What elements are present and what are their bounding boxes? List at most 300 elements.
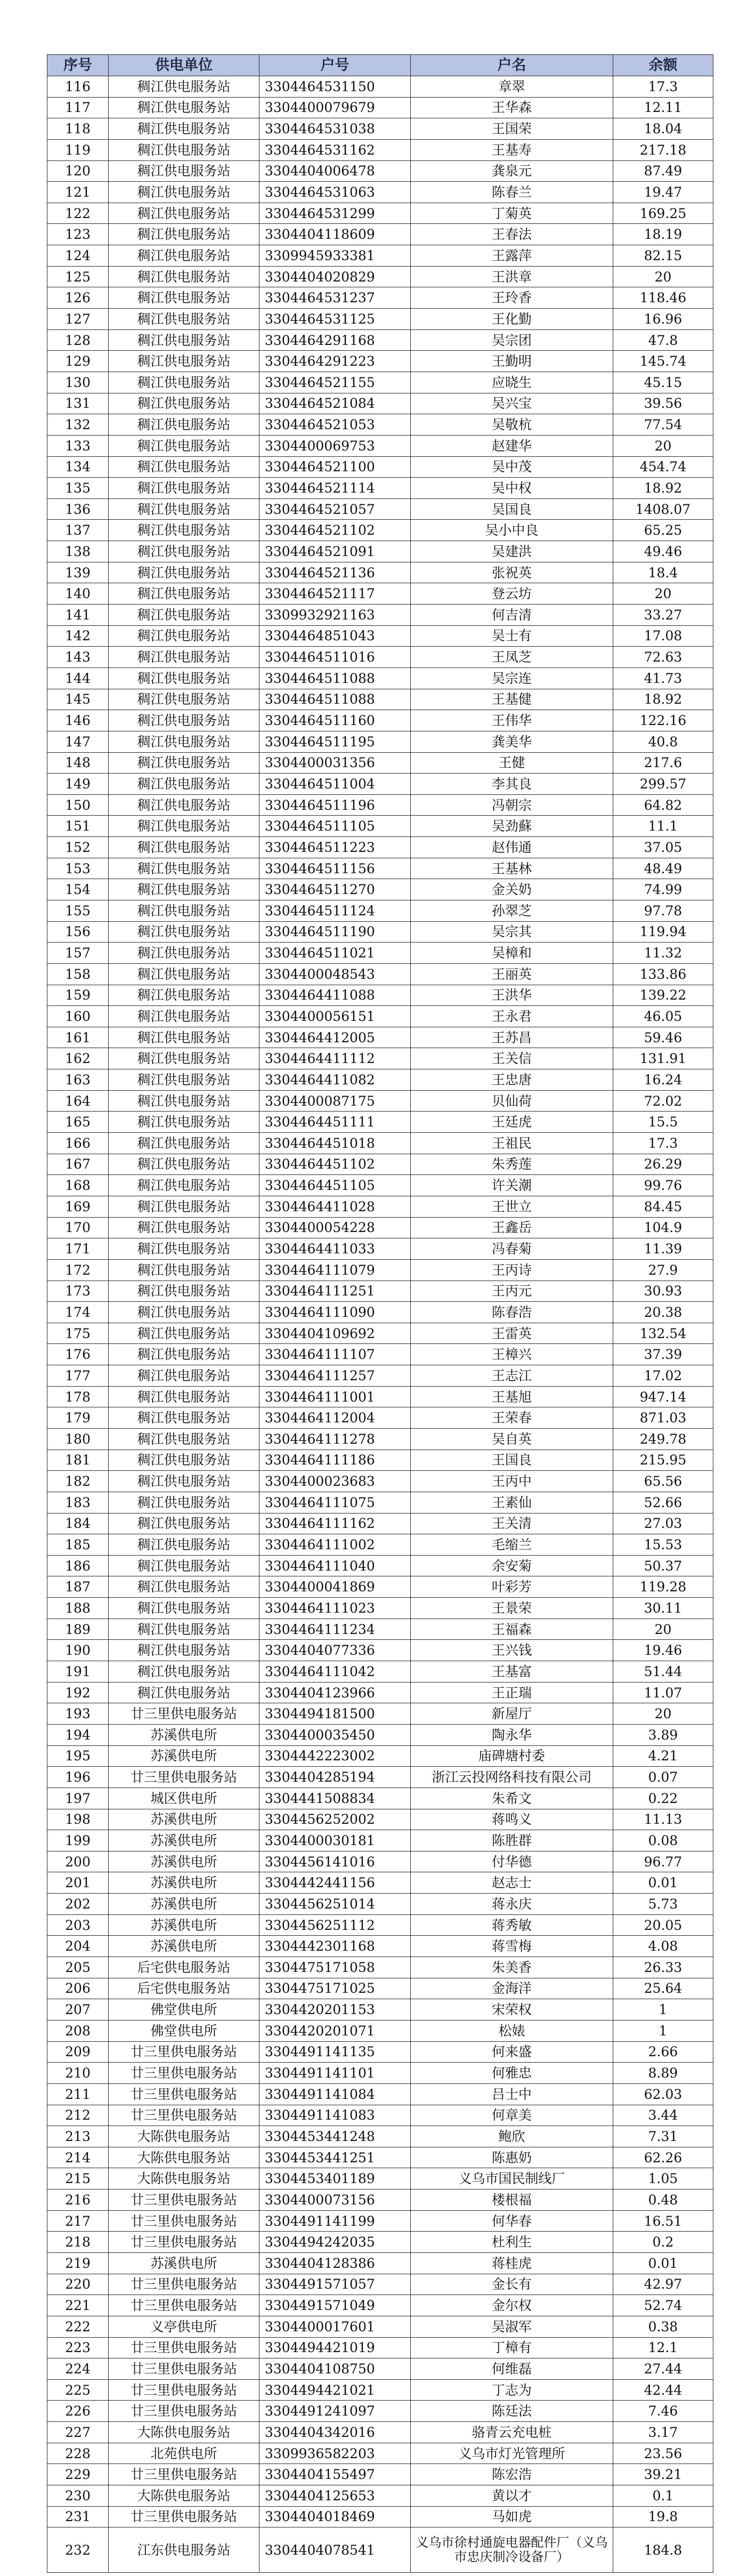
seq-cell: 122 [47, 203, 109, 224]
table-row [47, 1429, 713, 1450]
table-row [47, 76, 713, 98]
table-row [47, 1745, 713, 1767]
seq-cell: 164 [47, 1090, 109, 1112]
seq-cell: 210 [47, 2063, 109, 2084]
seq-cell: 119 [47, 139, 109, 160]
table-row [47, 1682, 713, 1703]
account-cell: 3304400030181 [259, 1830, 411, 1851]
name-cell: 毛缩兰 [411, 1534, 613, 1556]
unit-cell: 稠江供电服务站 [109, 1175, 259, 1196]
balance-cell: 119.28 [613, 1576, 713, 1598]
name-cell: 吴敬杭 [411, 414, 613, 436]
name-cell: 王洪章 [411, 266, 613, 287]
account-cell: 3304404078541 [259, 2527, 411, 2573]
balance-cell: 84.45 [613, 1196, 713, 1217]
account-cell: 3304464521084 [259, 393, 411, 414]
account-cell: 3304464111079 [259, 1259, 411, 1281]
name-cell: 朱秀莲 [411, 1154, 613, 1175]
table-row [47, 1830, 713, 1851]
balance-cell: 26.29 [613, 1154, 713, 1175]
name-cell: 陈廷法 [411, 2401, 613, 2422]
table-row [47, 2464, 713, 2485]
table-row [47, 97, 713, 118]
name-cell: 鲍欣 [411, 2126, 613, 2147]
unit-cell: 稠江供电服务站 [109, 309, 259, 330]
balance-cell: 42.97 [613, 2274, 713, 2295]
balance-cell: 72.63 [613, 647, 713, 668]
seq-cell: 169 [47, 1196, 109, 1217]
unit-cell: 苏溪供电所 [109, 1872, 259, 1894]
name-cell: 王春法 [411, 224, 613, 245]
balance-cell: 122.16 [613, 710, 713, 731]
seq-cell: 209 [47, 2041, 109, 2063]
account-cell: 3304464111023 [259, 1598, 411, 1619]
unit-cell: 稠江供电服务站 [109, 1429, 259, 1450]
name-cell: 赵建华 [411, 435, 613, 456]
account-cell: 3304464111042 [259, 1661, 411, 1683]
name-cell: 蒋永庆 [411, 1894, 613, 1915]
account-cell: 3304404006478 [259, 160, 411, 182]
seq-cell: 166 [47, 1133, 109, 1154]
seq-cell: 147 [47, 731, 109, 752]
account-cell: 3304456251112 [259, 1914, 411, 1936]
account-cell: 3304464531063 [259, 182, 411, 203]
account-cell: 3304464521053 [259, 414, 411, 436]
unit-cell: 苏溪供电所 [109, 2252, 259, 2274]
table-row [47, 837, 713, 858]
balance-cell: 299.57 [613, 774, 713, 795]
balance-cell: 27.03 [613, 1513, 713, 1534]
account-cell: 3304404123966 [259, 1682, 411, 1703]
table-row [47, 372, 713, 393]
balance-cell: 27.44 [613, 2358, 713, 2380]
balance-cell: 18.92 [613, 478, 713, 499]
seq-cell: 151 [47, 816, 109, 837]
unit-cell: 稠江供电服务站 [109, 963, 259, 985]
name-cell: 章翠 [411, 76, 613, 98]
account-cell: 3304464511105 [259, 816, 411, 837]
seq-cell: 206 [47, 1978, 109, 1999]
balance-cell: 0.01 [613, 2252, 713, 2274]
seq-cell: 185 [47, 1534, 109, 1556]
balance-cell: 16.96 [613, 309, 713, 330]
seq-cell: 180 [47, 1429, 109, 1450]
table-row [47, 2274, 713, 2295]
unit-cell: 廿三里供电服务站 [109, 1703, 259, 1725]
seq-cell: 184 [47, 1513, 109, 1534]
table-row [47, 2168, 713, 2189]
seq-cell: 203 [47, 1914, 109, 1936]
seq-cell: 220 [47, 2274, 109, 2295]
balance-cell: 59.46 [613, 1027, 713, 1048]
balance-cell: 184.8 [613, 2527, 713, 2573]
seq-cell: 130 [47, 372, 109, 393]
table-row [47, 2401, 713, 2422]
account-cell: 3309932921163 [259, 605, 411, 626]
account-cell: 3304404128386 [259, 2252, 411, 2274]
account-cell: 3304464521102 [259, 520, 411, 541]
seq-cell: 231 [47, 2506, 109, 2527]
table-row [47, 774, 713, 795]
balance-cell: 18.4 [613, 562, 713, 583]
account-cell: 3304400031356 [259, 752, 411, 774]
name-cell: 吴自英 [411, 1429, 613, 1450]
unit-cell: 廿三里供电服务站 [109, 2105, 259, 2126]
balance-cell: 11.07 [613, 1682, 713, 1703]
balance-cell: 18.19 [613, 224, 713, 245]
balance-table [47, 54, 713, 2573]
name-cell: 王勤明 [411, 351, 613, 372]
unit-cell: 稠江供电服务站 [109, 1090, 259, 1112]
unit-cell: 稠江供电服务站 [109, 478, 259, 499]
unit-cell: 稠江供电服务站 [109, 520, 259, 541]
table-row [47, 921, 713, 943]
seq-cell: 232 [47, 2527, 109, 2573]
balance-cell: 74.99 [613, 879, 713, 900]
name-cell: 赵伟通 [411, 837, 613, 858]
balance-cell: 0.08 [613, 1830, 713, 1851]
account-cell: 3304453441248 [259, 2126, 411, 2147]
name-cell: 王荣春 [411, 1407, 613, 1429]
account-cell: 3304442223002 [259, 1745, 411, 1767]
unit-cell: 江东供电服务站 [109, 2527, 259, 2573]
seq-cell: 172 [47, 1259, 109, 1281]
seq-cell: 158 [47, 963, 109, 985]
unit-cell: 稠江供电服务站 [109, 1365, 259, 1387]
name-cell: 王伟华 [411, 710, 613, 731]
account-cell: 3304464111278 [259, 1429, 411, 1450]
table-row [47, 1640, 713, 1661]
seq-cell: 117 [47, 97, 109, 118]
account-cell: 3304441508834 [259, 1788, 411, 1809]
balance-cell: 19.8 [613, 2506, 713, 2527]
table-row [47, 1365, 713, 1387]
account-cell: 3304491571057 [259, 2274, 411, 2295]
balance-cell: 871.03 [613, 1407, 713, 1429]
table-row [47, 2337, 713, 2358]
balance-cell: 4.08 [613, 1936, 713, 1957]
table-row [47, 1006, 713, 1027]
seq-cell: 216 [47, 2189, 109, 2211]
balance-cell: 18.92 [613, 689, 713, 710]
account-cell: 3304464511223 [259, 837, 411, 858]
unit-cell: 稠江供电服务站 [109, 1238, 259, 1260]
seq-cell: 182 [47, 1471, 109, 1492]
table-row [47, 2147, 713, 2168]
seq-cell: 202 [47, 1894, 109, 1915]
table-row [47, 1175, 713, 1196]
table-row [47, 1914, 713, 1936]
unit-cell: 稠江供电服务站 [109, 1048, 259, 1069]
table-row [47, 879, 713, 900]
table-row [47, 224, 713, 245]
unit-cell: 稠江供电服务站 [109, 900, 259, 921]
seq-cell: 165 [47, 1112, 109, 1133]
balance-cell: 47.8 [613, 329, 713, 351]
unit-cell: 廿三里供电服务站 [109, 1767, 259, 1788]
name-cell: 李其良 [411, 774, 613, 795]
account-cell: 3304464521114 [259, 478, 411, 499]
balance-cell: 87.49 [613, 160, 713, 182]
balance-cell: 1408.07 [613, 498, 713, 520]
table-row [47, 435, 713, 456]
account-cell: 3304400017601 [259, 2316, 411, 2337]
seq-cell: 156 [47, 921, 109, 943]
balance-cell: 52.74 [613, 2295, 713, 2316]
balance-cell: 131.91 [613, 1048, 713, 1069]
unit-cell: 稠江供电服务站 [109, 435, 259, 456]
table-row [47, 2189, 713, 2211]
seq-cell: 126 [47, 287, 109, 309]
seq-cell: 201 [47, 1872, 109, 1894]
name-cell: 王福森 [411, 1619, 613, 1640]
table-row [47, 731, 713, 752]
account-cell: 3304464521136 [259, 562, 411, 583]
name-cell: 王凤芝 [411, 647, 613, 668]
unit-cell: 稠江供电服务站 [109, 985, 259, 1006]
table-row [47, 667, 713, 689]
account-cell: 3304464521100 [259, 456, 411, 478]
balance-cell: 1 [613, 2020, 713, 2041]
seq-cell: 190 [47, 1640, 109, 1661]
name-cell: 丁菊英 [411, 203, 613, 224]
account-cell: 3304404018469 [259, 2506, 411, 2527]
table-row [47, 1703, 713, 1725]
name-cell: 蒋桂虎 [411, 2252, 613, 2274]
account-cell: 3304491571049 [259, 2295, 411, 2316]
table-row [47, 1936, 713, 1957]
seq-cell: 183 [47, 1492, 109, 1513]
table-row [47, 329, 713, 351]
seq-cell: 173 [47, 1281, 109, 1302]
table-row [47, 1450, 713, 1471]
account-cell: 3304464451105 [259, 1175, 411, 1196]
name-cell: 王忠唐 [411, 1069, 613, 1091]
seq-cell: 136 [47, 498, 109, 520]
balance-cell: 65.25 [613, 520, 713, 541]
name-cell: 王国荣 [411, 118, 613, 140]
table-row [47, 2316, 713, 2337]
table-row [47, 1555, 713, 1576]
account-cell: 3304464521117 [259, 583, 411, 605]
unit-cell: 大陈供电服务站 [109, 2168, 259, 2189]
header-unit: 供电单位 [109, 55, 259, 76]
table-row [47, 1217, 713, 1238]
unit-cell: 稠江供电服务站 [109, 1619, 259, 1640]
seq-cell: 155 [47, 900, 109, 921]
account-cell: 3304491141083 [259, 2105, 411, 2126]
name-cell: 何章美 [411, 2105, 613, 2126]
name-cell: 蒋秀敏 [411, 1914, 613, 1936]
header-balance: 余额 [613, 55, 713, 76]
account-cell: 3304464531038 [259, 118, 411, 140]
name-cell: 吴中权 [411, 478, 613, 499]
unit-cell: 苏溪供电所 [109, 1914, 259, 1936]
unit-cell: 稠江供电服务站 [109, 414, 259, 436]
unit-cell: 稠江供电服务站 [109, 710, 259, 731]
account-cell: 3304464521091 [259, 541, 411, 562]
name-cell: 吴中茂 [411, 456, 613, 478]
name-cell: 冯春菊 [411, 1238, 613, 1260]
balance-cell: 947.14 [613, 1386, 713, 1407]
name-cell: 吴兴宝 [411, 393, 613, 414]
table-row [47, 1851, 713, 1872]
account-cell: 3304464111002 [259, 1534, 411, 1556]
table-row [47, 498, 713, 520]
balance-cell: 1.05 [613, 2168, 713, 2189]
name-cell: 丁樟有 [411, 2337, 613, 2358]
table-row [47, 1999, 713, 2020]
account-cell: 3304464111107 [259, 1344, 411, 1365]
balance-cell: 72.02 [613, 1090, 713, 1112]
unit-cell: 大陈供电服务站 [109, 2422, 259, 2443]
seq-cell: 170 [47, 1217, 109, 1238]
name-cell: 吴劲蘇 [411, 816, 613, 837]
table-row [47, 1809, 713, 1830]
unit-cell: 义亭供电所 [109, 2316, 259, 2337]
unit-cell: 稠江供电服务站 [109, 139, 259, 160]
name-cell: 何吉清 [411, 605, 613, 626]
table-row [47, 414, 713, 436]
unit-cell: 稠江供电服务站 [109, 1492, 259, 1513]
balance-cell: 217.6 [613, 752, 713, 774]
table-row [47, 1133, 713, 1154]
account-cell: 3304464511190 [259, 921, 411, 943]
unit-cell: 稠江供电服务站 [109, 1027, 259, 1048]
account-cell: 3304464511004 [259, 774, 411, 795]
unit-cell: 稠江供电服务站 [109, 1386, 259, 1407]
balance-cell: 3.44 [613, 2105, 713, 2126]
balance-cell: 20 [613, 1703, 713, 1725]
table-row [47, 2020, 713, 2041]
name-cell: 金海洋 [411, 1978, 613, 1999]
name-cell: 龚泉元 [411, 160, 613, 182]
account-cell: 3304464511160 [259, 710, 411, 731]
balance-cell: 27.9 [613, 1259, 713, 1281]
name-cell: 义乌市灯光管理所 [411, 2443, 613, 2464]
seq-cell: 178 [47, 1386, 109, 1407]
balance-cell: 97.78 [613, 900, 713, 921]
name-cell: 贝仙荷 [411, 1090, 613, 1112]
seq-cell: 171 [47, 1238, 109, 1260]
seq-cell: 207 [47, 1999, 109, 2020]
name-cell: 义乌市徐村通旋电器配件厂（义乌市忠庆制冷设备厂） [411, 2527, 613, 2573]
seq-cell: 230 [47, 2485, 109, 2507]
table-row [47, 1069, 713, 1091]
table-row [47, 1196, 713, 1217]
unit-cell: 廿三里供电服务站 [109, 2210, 259, 2232]
table-row [47, 963, 713, 985]
balance-cell: 30.93 [613, 1281, 713, 1302]
name-cell: 王祖民 [411, 1133, 613, 1154]
name-cell: 王基林 [411, 858, 613, 879]
seq-cell: 176 [47, 1344, 109, 1365]
table-row [47, 520, 713, 541]
balance-cell: 3.17 [613, 2422, 713, 2443]
account-cell: 3304464111075 [259, 1492, 411, 1513]
unit-cell: 城区供电所 [109, 1788, 259, 1809]
unit-cell: 苏溪供电所 [109, 1745, 259, 1767]
seq-cell: 127 [47, 309, 109, 330]
unit-cell: 稠江供电服务站 [109, 541, 259, 562]
name-cell: 浙江云投网络科技有限公司 [411, 1767, 613, 1788]
seq-cell: 160 [47, 1006, 109, 1027]
account-cell: 3304464291168 [259, 329, 411, 351]
balance-cell: 20.05 [613, 1914, 713, 1936]
name-cell: 何华春 [411, 2210, 613, 2232]
name-cell: 王世立 [411, 1196, 613, 1217]
unit-cell: 稠江供电服务站 [109, 605, 259, 626]
balance-cell: 25.64 [613, 1978, 713, 1999]
unit-cell: 稠江供电服务站 [109, 1196, 259, 1217]
table-row [47, 2295, 713, 2316]
account-cell: 3304453401189 [259, 2168, 411, 2189]
seq-cell: 212 [47, 2105, 109, 2126]
unit-cell: 稠江供电服务站 [109, 1217, 259, 1238]
table-row [47, 689, 713, 710]
table-row [47, 1154, 713, 1175]
table-row [47, 2041, 713, 2063]
balance-cell: 145.74 [613, 351, 713, 372]
balance-cell: 12.11 [613, 97, 713, 118]
table-row [47, 752, 713, 774]
balance-cell: 15.5 [613, 1112, 713, 1133]
account-cell: 3304464531299 [259, 203, 411, 224]
seq-cell: 192 [47, 1682, 109, 1703]
table-row [47, 351, 713, 372]
seq-cell: 121 [47, 182, 109, 203]
table-row [47, 203, 713, 224]
table-row [47, 1788, 713, 1809]
account-cell: 3304491141101 [259, 2063, 411, 2084]
unit-cell: 稠江供电服务站 [109, 943, 259, 964]
seq-cell: 145 [47, 689, 109, 710]
balance-cell: 0.07 [613, 1767, 713, 1788]
balance-cell: 40.8 [613, 731, 713, 752]
name-cell: 陈宏浩 [411, 2464, 613, 2485]
seq-cell: 144 [47, 667, 109, 689]
seq-cell: 222 [47, 2316, 109, 2337]
balance-cell: 82.15 [613, 245, 713, 267]
balance-cell: 30.11 [613, 1598, 713, 1619]
balance-cell: 52.66 [613, 1492, 713, 1513]
unit-cell: 稠江供电服务站 [109, 1640, 259, 1661]
unit-cell: 稠江供电服务站 [109, 1112, 259, 1133]
name-cell: 王华森 [411, 97, 613, 118]
unit-cell: 廿三里供电服务站 [109, 2358, 259, 2380]
table-row [47, 2527, 713, 2573]
unit-cell: 稠江供电服务站 [109, 372, 259, 393]
name-cell: 宋荣权 [411, 1999, 613, 2020]
account-cell: 3304400087175 [259, 1090, 411, 1112]
table-row [47, 1323, 713, 1344]
seq-cell: 125 [47, 266, 109, 287]
table-row [47, 1112, 713, 1133]
account-cell: 3304464451102 [259, 1154, 411, 1175]
name-cell: 吴国良 [411, 498, 613, 520]
account-cell: 3304494181500 [259, 1703, 411, 1725]
unit-cell: 稠江供电服务站 [109, 203, 259, 224]
table-row [47, 2485, 713, 2507]
name-cell: 叶彩芳 [411, 1576, 613, 1598]
name-cell: 蒋雪梅 [411, 1936, 613, 1957]
unit-cell: 佛堂供电所 [109, 1999, 259, 2020]
account-cell: 3304464531162 [259, 139, 411, 160]
balance-cell: 26.33 [613, 1957, 713, 1978]
name-cell: 应晓生 [411, 372, 613, 393]
unit-cell: 稠江供电服务站 [109, 1576, 259, 1598]
account-cell: 3304400079679 [259, 97, 411, 118]
